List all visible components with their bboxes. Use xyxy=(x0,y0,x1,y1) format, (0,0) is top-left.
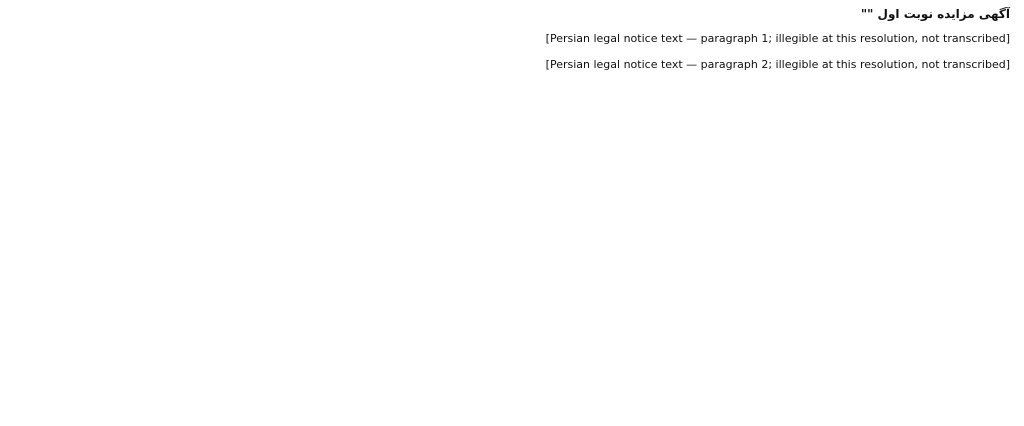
notice-paragraph-1: [Persian legal notice text — paragraph 1; illegible at this resolution, not transcribed] xyxy=(545,32,1010,45)
notice-paragraph-2: [Persian legal notice text — paragraph 2; illegible at this resolution, not transcribed] xyxy=(545,58,1010,71)
paragraph-gap xyxy=(10,46,1010,58)
notice-title: آگهی مزایده نوبت اول "" xyxy=(860,7,1010,21)
